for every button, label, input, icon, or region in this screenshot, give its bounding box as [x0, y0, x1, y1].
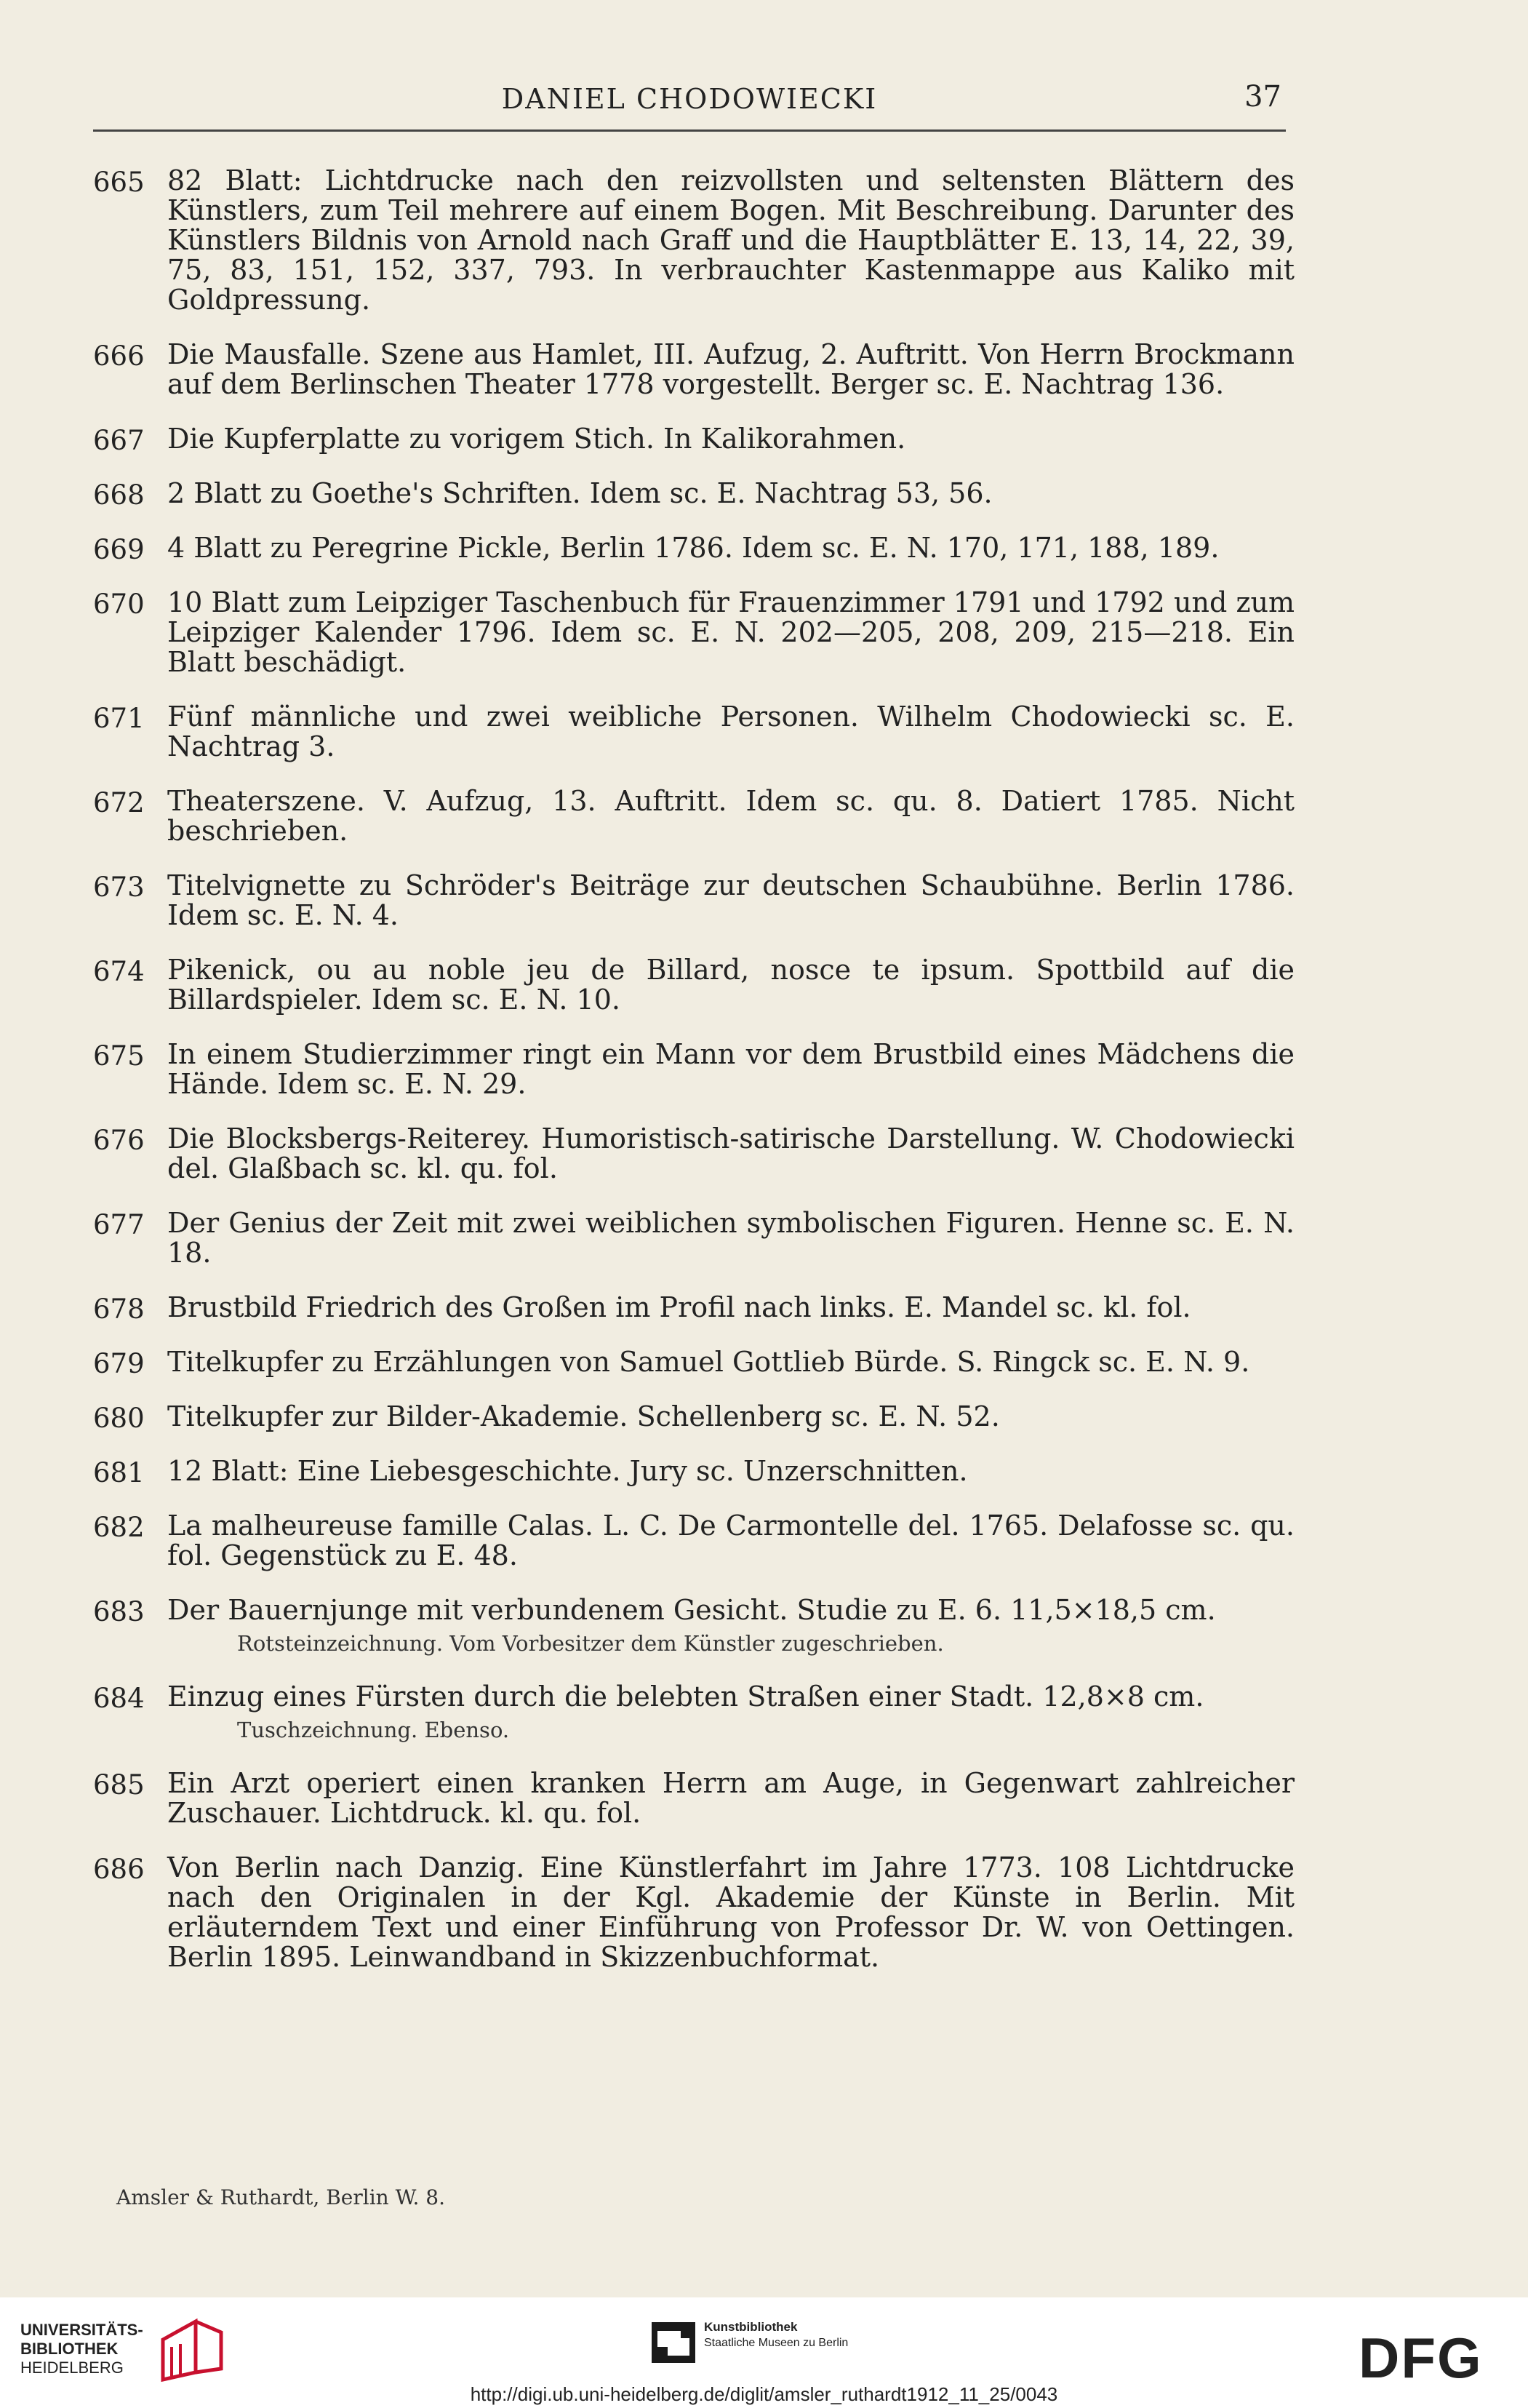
entry-text: Einzug eines Fürsten durch die belebten Straßen einer Stadt. 12,8×8 cm. — [167, 1681, 1204, 1713]
entry-number: 673 — [93, 872, 145, 903]
catalogue-entry — [87, 1124, 1295, 1184]
catalogue-entry — [87, 1511, 1295, 1571]
entry-text: 2 Blatt zu Goethe's Schriften. Idem sc. E. Nachtrag 53, 56. — [167, 477, 993, 509]
entry-number: 666 — [93, 340, 145, 372]
entry-text: Titelvignette zu Schröder's Beiträge zur deutschen Schaubühne. Berlin 1786. Idem sc. E. N. 4. — [167, 869, 1295, 931]
catalogue-entry — [87, 1595, 1295, 1657]
entry-text: Pikenick, ou au noble jeu de Billard, nosce te ipsum. Spottbild auf die Billardspieler. Idem sc. E. N. 10. — [167, 954, 1295, 1016]
entry-note: Tuschzeichnung. Ebenso. — [237, 1718, 510, 1742]
publisher-line: Amsler & Ruthardt, Berlin W. 8. — [116, 2185, 446, 2209]
catalogue-entry — [87, 1682, 1295, 1744]
entry-text: Titelkupfer zur Bilder-Akademie. Schellenberg sc. E. N. 52. — [167, 1400, 1000, 1432]
entry-text: Von Berlin nach Danzig. Eine Künstlerfahrt im Jahre 1773. 108 Lichtdrucke nach den Originalen in der Kgl. Akademie der Künste in Berlin. Mit erläuterndem Text und einer Einführung von Professor Dr. W. von Oettingen. Berlin 1895. Leinwandband in Skizzenbuchformat. — [167, 1851, 1295, 1973]
entry-text: Die Mausfalle. Szene aus Hamlet, III. Aufzug, 2. Auftritt. Von Herrn Brockmann auf dem Berlinschen Theater 1778 vorgestellt. Berger sc. E. Nachtrag 136. — [167, 338, 1295, 400]
entry-text: La malheureuse famille Calas. L. C. De Carmontelle del. 1765. Delafosse sc. qu. fol. Gegenstück zu E. 48. — [167, 1510, 1295, 1571]
catalogue-entry — [87, 588, 1295, 677]
entry-number: 668 — [93, 479, 145, 511]
catalogue-entry — [87, 1456, 1295, 1486]
entry-number: 681 — [93, 1457, 145, 1488]
dfg-logo[interactable]: DFG — [1359, 2326, 1483, 2390]
entry-number: 684 — [93, 1683, 145, 1714]
entry-number: 686 — [93, 1854, 145, 1885]
entry-text: Theaterszene. V. Aufzug, 13. Auftritt. Idem sc. qu. 8. Datiert 1785. Nicht beschrieben. — [167, 785, 1295, 847]
entry-text: Der Genius der Zeit mit zwei weiblichen symbolischen Figuren. Henne sc. E. N. 18. — [167, 1207, 1295, 1269]
entry-text: 12 Blatt: Eine Liebesgeschichte. Jury sc. Unzerschnitten. — [167, 1455, 968, 1487]
footer-bar — [0, 2297, 1528, 2408]
catalogue-entry — [87, 1347, 1295, 1377]
entry-number: 671 — [93, 703, 145, 734]
entry-text: 10 Blatt zum Leipziger Taschenbuch für Frauenzimmer 1791 und 1792 und zum Leipziger Kalender 1796. Idem sc. E. N. 202—205, 208, 209, 215—218. Ein Blatt beschädigt. — [167, 586, 1295, 678]
entry-text: Die Kupferplatte zu vorigem Stich. In Kalikorahmen. — [167, 423, 906, 455]
entry-number: 670 — [93, 589, 145, 620]
entry-text: Der Bauernjunge mit verbundenem Gesicht. Studie zu E. 6. 11,5×18,5 cm. — [167, 1594, 1216, 1626]
entry-number: 682 — [93, 1512, 145, 1543]
catalogue-entry — [87, 786, 1295, 846]
entry-text: Fünf männliche und zwei weibliche Personen. Wilhelm Chodowiecki sc. E. Nachtrag 3. — [167, 701, 1295, 762]
ub-line-2: BIBLIOTHEK — [20, 2340, 119, 2358]
catalogue-entry — [87, 1040, 1295, 1099]
entry-number: 669 — [93, 534, 145, 565]
entry-number: 685 — [93, 1769, 145, 1801]
entry-number: 678 — [93, 1293, 145, 1325]
catalogue-entry — [87, 955, 1295, 1015]
catalogue-entry — [87, 1853, 1295, 1972]
catalogue-entry — [87, 479, 1295, 509]
entry-number: 665 — [93, 167, 145, 198]
ub-line-1: UNIVERSITÄTS- — [20, 2321, 143, 2339]
entry-number: 677 — [93, 1209, 145, 1240]
page-number: 37 — [1244, 80, 1281, 113]
catalogue-entry — [87, 1402, 1295, 1432]
entry-text: Brustbild Friedrich des Großen im Profil nach links. E. Mandel sc. kl. fol. — [167, 1291, 1191, 1323]
entry-text: In einem Studierzimmer ringt ein Mann vor dem Brustbild eines Mädchens die Hände. Idem sc. E. N. 29. — [167, 1038, 1295, 1100]
kb-subtitle: Staatliche Museen zu Berlin — [704, 2337, 849, 2349]
catalogue-entry — [87, 166, 1295, 315]
entry-text: Ein Arzt operiert einen kranken Herrn am Auge, in Gegenwart zahlreicher Zuschauer. Lichtdruck. kl. qu. fol. — [167, 1767, 1295, 1829]
entry-number: 679 — [93, 1348, 145, 1379]
catalogue-entry — [87, 1208, 1295, 1268]
kunstbibliothek-logo[interactable] — [652, 2318, 928, 2369]
catalogue-entry — [87, 424, 1295, 454]
entry-text: 4 Blatt zu Peregrine Pickle, Berlin 1786. Idem sc. E. N. 170, 171, 188, 189. — [167, 532, 1220, 564]
catalogue-entry — [87, 1769, 1295, 1828]
kb-name: Kunstbibliothek — [704, 2320, 798, 2334]
permalink-url[interactable]: http://digi.ub.uni-heidelberg.de/diglit/amsler_ruthardt1912_11_25/0043 — [470, 2383, 1058, 2405]
entry-text: Titelkupfer zu Erzählungen von Samuel Gottlieb Bürde. S. Ringck sc. E. N. 9. — [167, 1346, 1250, 1378]
entry-number: 676 — [93, 1125, 145, 1156]
entry-number: 683 — [93, 1596, 145, 1627]
kunstbibliothek-text — [704, 2319, 848, 2351]
running-header — [93, 79, 1286, 132]
catalogue-entry — [87, 533, 1295, 563]
catalogue-entry — [87, 340, 1295, 399]
entry-number: 674 — [93, 956, 145, 987]
ub-logo-text — [20, 2321, 143, 2377]
catalogue-entry — [87, 1293, 1295, 1323]
entry-note: Rotsteinzeichnung. Vom Vorbesitzer dem Künstler zugeschrieben. — [237, 1631, 944, 1656]
entry-number: 680 — [93, 1403, 145, 1434]
entry-text: Die Blocksbergs-Reiterey. Humoristisch-satirische Darstellung. W. Chodowiecki del. Glaßbach sc. kl. qu. fol. — [167, 1123, 1295, 1184]
catalogue-entries — [87, 166, 1295, 1997]
ub-mark-icon — [156, 2318, 228, 2383]
catalogue-entry — [87, 871, 1295, 930]
entry-text: 82 Blatt: Lichtdrucke nach den reizvollsten und seltensten Blättern des Künstlers, zum Teil mehrere auf einem Bogen. Mit Beschreibung. Darunter des Künstlers Bildnis von Arnold nach Graff und die Hauptblätter E. 13, 14, 22, 39, 75, 83, 151, 152, 337, 793. In verbrauchter Kastenmappe aus Kaliko mit Goldpressung. — [167, 164, 1295, 316]
ub-line-3: HEIDELBERG — [20, 2359, 124, 2377]
kunstbibliothek-mark-icon — [652, 2322, 695, 2363]
university-library-logo[interactable] — [20, 2318, 239, 2383]
entry-number: 672 — [93, 787, 145, 818]
header-title: DANIEL CHODOWIECKI — [501, 83, 878, 115]
catalogue-entry — [87, 702, 1295, 762]
entry-number: 667 — [93, 425, 145, 456]
entry-number: 675 — [93, 1040, 145, 1072]
